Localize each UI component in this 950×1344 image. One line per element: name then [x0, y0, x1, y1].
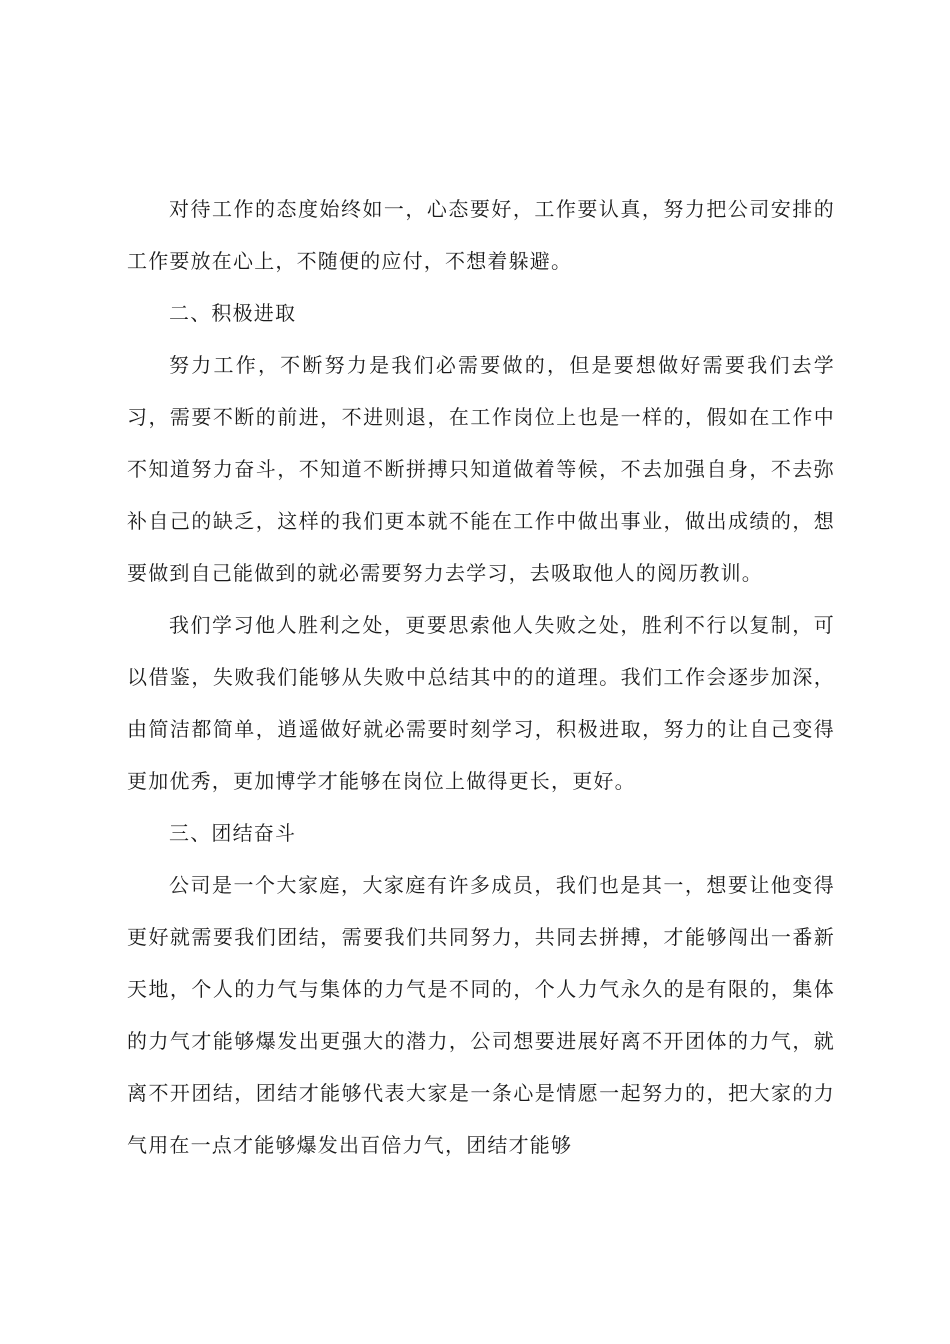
paragraph-attitude: 对待工作的态度始终如一，心态要好，工作要认真，努力把公司安排的工作要放在心上，不随便的应付，不想着躲避。 [127, 197, 835, 273]
paragraph-hard-work: 努力工作，不断努力是我们必需要做的，但是要想做好需要我们去学习，需要不断的前进，不进则退，在工作岗位上也是一样的，假如在工作中不知道努力奋斗，不知道不断拼搏只知道做着等候，不去加强自身，不去弥补自己的缺乏，这样的我们更本就不能在工作中做出事业，做出成绩的，想要做到自己能做到的就必需要努力去学习，去吸取他人的阅历教训。 [127, 353, 835, 585]
paragraph-company-family: 公司是一个大家庭，大家庭有许多成员，我们也是其一，想要让他变得更好就需要我们团结，需要我们共同努力，共同去拼搏，才能够闯出一番新天地，个人的力气与集体的力气是不同的，个人力气永久的是有限的，集体的力气才能够爆发出更强大的潜力，公司想要进展好离不开团体的力气，就离不开团结，团结才能够代表大家是一条心是情愿一起努力的，把大家的力气用在一点才能够爆发出百倍力气，团结才能够 [127, 873, 835, 1157]
section-heading-unity: 三、团结奋斗 [169, 821, 297, 845]
section-heading-proactive: 二、积极进取 [169, 301, 297, 325]
document-body [127, 183, 835, 1171]
paragraph-learn-from-others: 我们学习他人胜利之处，更要思索他人失败之处，胜利不行以复制，可以借鉴，失败我们能够从失败中总结其中的的道理。我们工作会逐步加深，由简洁都简单，逍遥做好就必需要时刻学习，积极进取，努力的让自己变得更加优秀，更加博学才能够在岗位上做得更长，更好。 [127, 613, 835, 793]
